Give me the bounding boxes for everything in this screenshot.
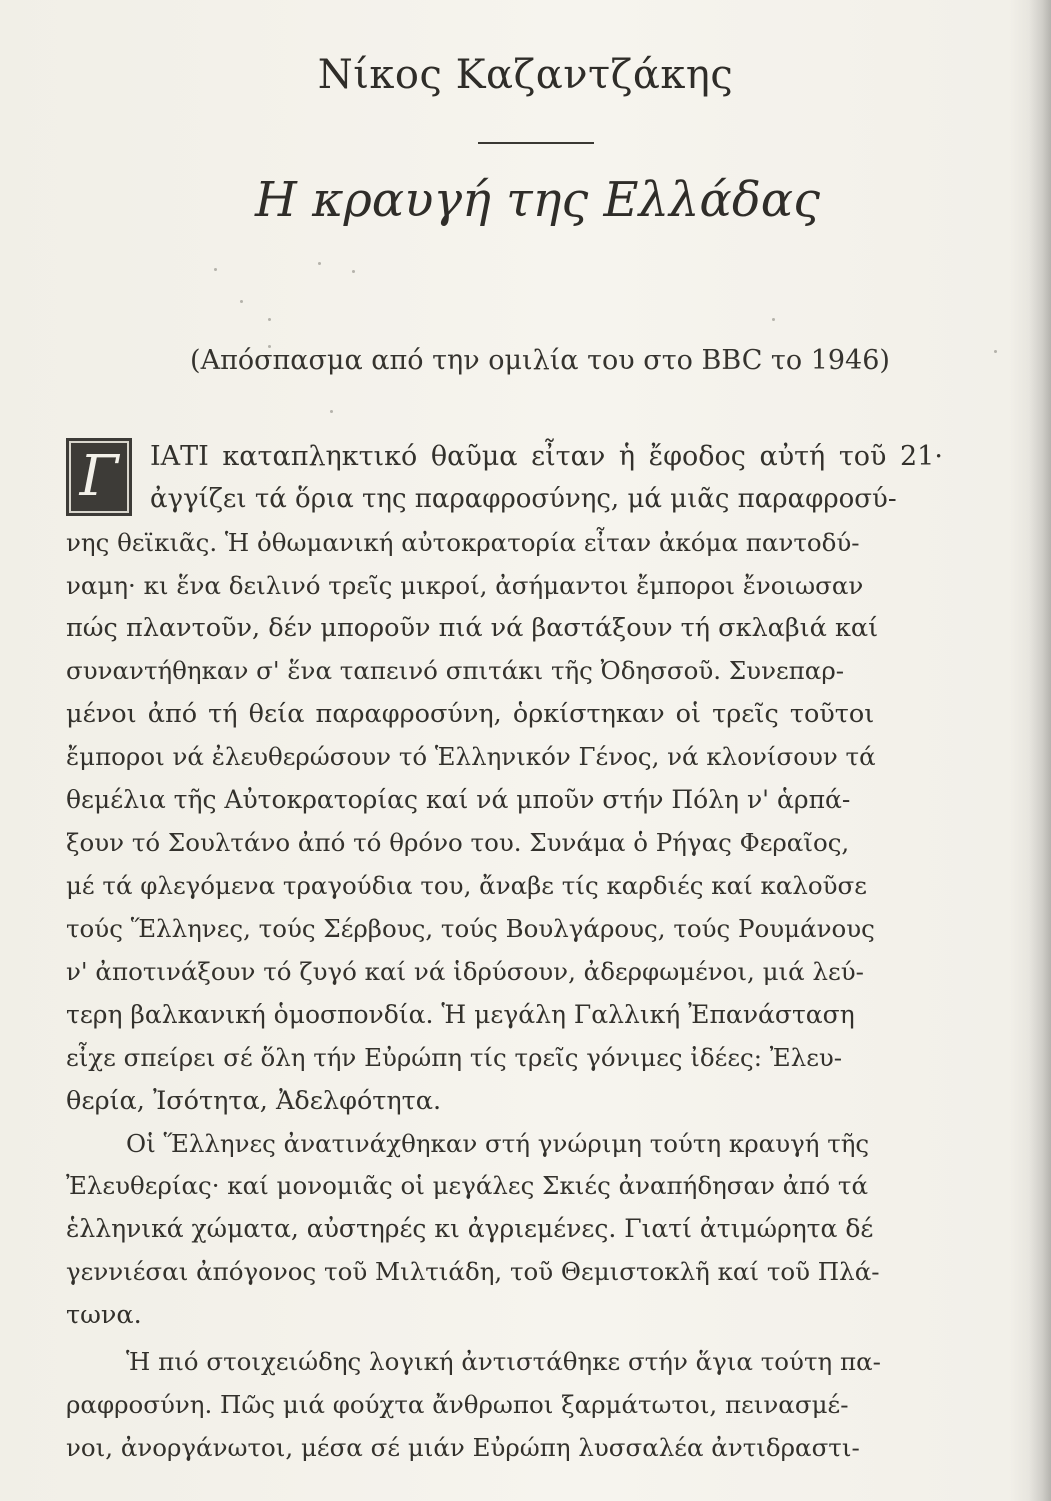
- scan-speck: [318, 262, 321, 265]
- scan-speck: [352, 270, 355, 273]
- text-line: πώς πλαντοῦν, δέν μποροῦν πιά νά βαστάξουν τή σκλαβιά καί: [66, 613, 879, 643]
- text-line: ραφροσύνη. Πῶς μιά φούχτα ἄνθρωποι ξαρμάτωτοι, πεινασμέ-: [66, 1390, 849, 1419]
- scan-speck: [994, 350, 997, 353]
- text-line: ἀγγίζει τά ὅρια της παραφροσύνης, μά μιᾶς παραφροσύ-: [150, 484, 897, 514]
- text-line: συναντήθηκαν σ' ἕνα ταπεινό σπιτάκι τῆς Ὀδησσοῦ. Συνεπαρ-: [66, 656, 844, 685]
- text-line: τωνα.: [66, 1300, 142, 1330]
- title-divider: [478, 142, 594, 144]
- text-line: μένοι ἀπό τή θεία παραφροσύνη, ὁρκίστηκαν οἱ τρεῖς τοῦτοι: [66, 699, 875, 729]
- author-name: Νίκος Καζαντζάκης: [317, 52, 734, 98]
- text-line: ἔμποροι νά ἐλευθερώσουν τό Ἑλληνικόν Γένος, νά κλονίσουν τά: [66, 742, 876, 771]
- text-line: μέ τά φλεγόμενα τραγούδια του, ἄναβε τίς καρδιές καί καλοῦσε: [66, 871, 867, 900]
- text-line: γεννιέσαι ἀπόγονος τοῦ Μιλτιάδη, τοῦ Θεμιστοκλῆ καί τοῦ Πλά-: [66, 1257, 880, 1286]
- text-line: ΙΑΤΙ καταπληκτικό θαῦμα εἶταν ἡ ἔφοδος αὐτή τοῦ 21·: [150, 441, 943, 472]
- text-line: ν' ἀποτινάξουν τό ζυγό καί νά ἱδρύσουν, ἀδερφωμένοι, μιά λεύ-: [66, 957, 864, 986]
- scan-speck: [330, 410, 333, 413]
- text-line: τερη βαλκανική ὁμοσπονδία. Ἡ μεγάλη Γαλλική Ἐπανάσταση: [66, 1000, 855, 1029]
- drop-cap: Γ: [66, 438, 132, 516]
- text-line: Ἡ πιό στοιχειώδης λογική ἀντιστάθηκε στήν ἅγια τούτη πα-: [126, 1347, 881, 1376]
- scan-speck: [268, 318, 271, 321]
- text-line: νοι, ἀνοργάνωτοι, μέσα σέ μιάν Εὐρώπη λυσσαλέα ἀντιδραστι-: [66, 1433, 860, 1462]
- text-line: ξουν τό Σουλτάνο ἀπό τό θρόνο του. Συνάμα ὁ Ρήγας Φεραῖος,: [66, 828, 850, 857]
- text-line: ναμη· κι ἕνα δειλινό τρεῖς μικροί, ἀσήμαντοι ἔμποροι ἔνοιωσαν: [66, 571, 864, 600]
- scan-speck: [214, 268, 217, 271]
- text-line: τούς Ἕλληνες, τούς Σέρβους, τούς Βουλγάρους, τούς Ρουμάνους: [66, 914, 875, 943]
- essay-title: Η κραυγή της Ελλάδας: [254, 172, 821, 228]
- text-line: θεμέλια τῆς Αὐτοκρατορίας καί νά μποῦν στήν Πόλη ν' ἁρπά-: [66, 785, 851, 814]
- text-line: Ἐλευθερίας· καί μονομιᾶς οἱ μεγάλες Σκιές ἀναπήδησαν ἀπό τά: [66, 1171, 869, 1200]
- scan-speck: [772, 318, 775, 321]
- scan-speck: [240, 300, 243, 303]
- text-line: ἑλληνικά χώματα, αὐστηρές κι ἀγριεμένες. Γιατί ἀτιμώρητα δέ: [66, 1214, 874, 1243]
- text-line: θερία, Ἰσότητα, Ἀδελφότητα.: [66, 1086, 442, 1116]
- text-line: νης θεϊκιᾶς. Ἡ ὀθωμανική αὐτοκρατορία εἶταν ἀκόμα παντοδύ-: [66, 528, 860, 557]
- text-line: Οἱ Ἕλληνες ἀνατινάχθηκαν στή γνώριμη τούτη κραυγή τῆς: [126, 1129, 870, 1158]
- text-line: εἶχε σπείρει σέ ὅλη τήν Εὐρώπη τίς τρεῖς γόνιμες ἰδέες: Ἐλευ-: [66, 1043, 843, 1072]
- subtitle: (Απόσπασμα από την ομιλία του στο BBC το 1946): [190, 345, 890, 376]
